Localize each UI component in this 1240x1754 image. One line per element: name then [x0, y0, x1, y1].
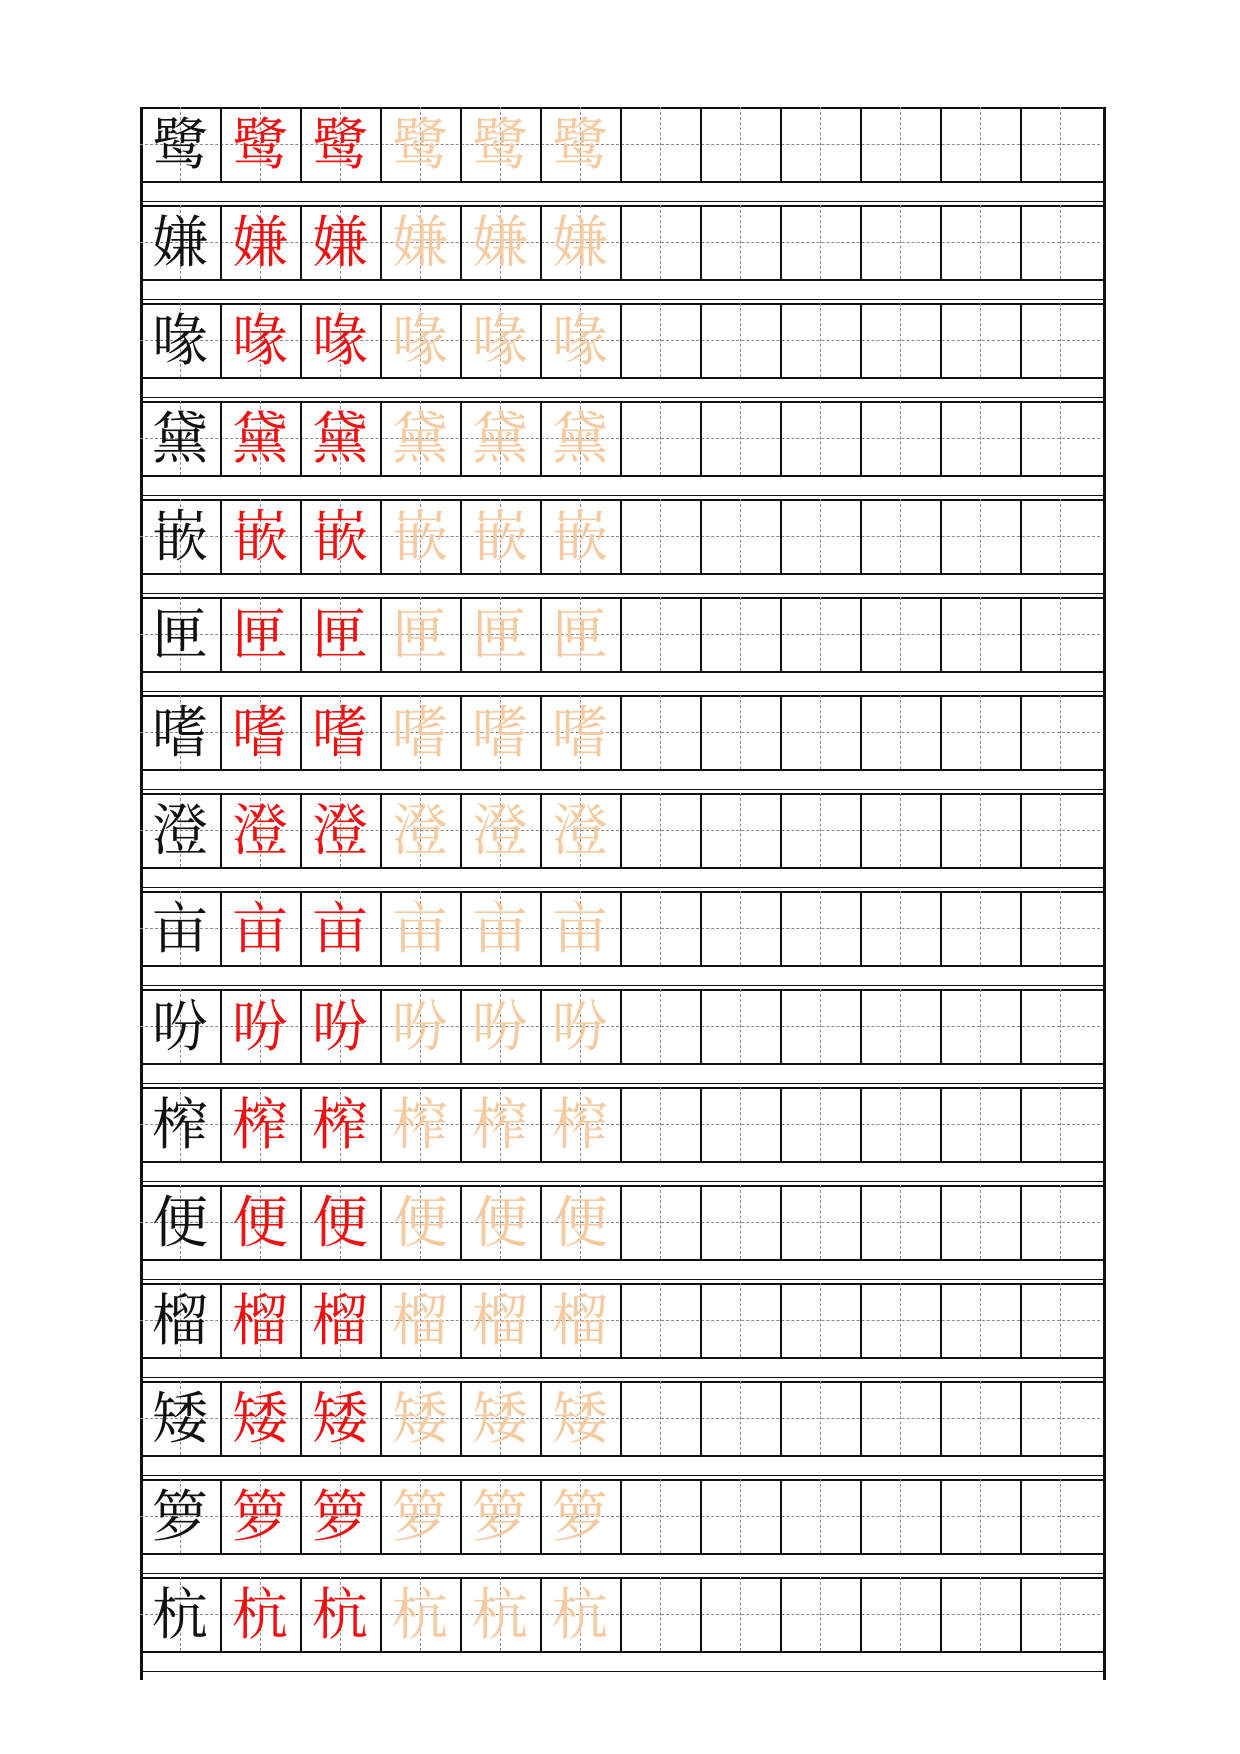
- row-gap-line: [140, 1181, 1106, 1182]
- trace-character: 匣: [472, 603, 528, 668]
- row-gap-line: [140, 1573, 1106, 1574]
- copy-character: 嵌: [232, 505, 288, 570]
- blank-practice-cell[interactable]: [1020, 793, 1100, 867]
- blank-practice-cell[interactable]: [940, 1381, 1020, 1455]
- trace-character: 吩: [472, 995, 528, 1060]
- copy-character: 榴: [312, 1289, 368, 1354]
- row-bottom-line: [140, 1063, 1106, 1065]
- blank-practice-cell[interactable]: [780, 989, 860, 1063]
- blank-practice-cell[interactable]: [940, 597, 1020, 671]
- practice-row: [140, 1577, 1106, 1677]
- blank-practice-cell[interactable]: [780, 891, 860, 965]
- blank-practice-cell[interactable]: [940, 1087, 1020, 1161]
- blank-practice-cell[interactable]: [860, 1479, 940, 1553]
- model-character: 嵌: [152, 505, 208, 570]
- blank-practice-cell[interactable]: [780, 1577, 860, 1651]
- row-bottom-line: [140, 671, 1106, 673]
- row-bottom-line: [140, 475, 1106, 477]
- model-character: 榴: [152, 1289, 208, 1354]
- trace-character: 嗜: [472, 701, 528, 766]
- blank-practice-cell[interactable]: [1020, 1087, 1100, 1161]
- copy-character: 鹭: [312, 113, 368, 178]
- row-bottom-line: [140, 573, 1106, 575]
- blank-practice-cell[interactable]: [1020, 107, 1100, 181]
- model-character: 黛: [152, 407, 208, 472]
- trace-character: 亩: [392, 897, 448, 962]
- row-gap-line: [140, 593, 1106, 594]
- blank-practice-cell[interactable]: [620, 499, 700, 573]
- trace-character: 杭: [472, 1583, 528, 1648]
- copy-character: 亩: [312, 897, 368, 962]
- blank-practice-cell[interactable]: [620, 1479, 700, 1553]
- blank-practice-cell[interactable]: [780, 499, 860, 573]
- practice-row: [140, 499, 1106, 599]
- copy-character: 杭: [232, 1583, 288, 1648]
- trace-character: 吩: [392, 995, 448, 1060]
- copy-character: 矮: [232, 1387, 288, 1452]
- blank-practice-cell[interactable]: [780, 205, 860, 279]
- blank-practice-cell[interactable]: [940, 1577, 1020, 1651]
- trace-character: 便: [552, 1191, 608, 1256]
- blank-practice-cell[interactable]: [860, 1577, 940, 1651]
- trace-character: 嵌: [392, 505, 448, 570]
- blank-practice-cell[interactable]: [620, 891, 700, 965]
- row-gap-line: [140, 397, 1106, 398]
- blank-practice-cell[interactable]: [1020, 401, 1100, 475]
- practice-row: [140, 1087, 1106, 1187]
- trace-character: 嫌: [552, 211, 608, 276]
- blank-practice-cell[interactable]: [700, 107, 780, 181]
- row-bottom-line: [140, 1357, 1106, 1359]
- row-bottom-line: [140, 1259, 1106, 1261]
- trace-character: 便: [392, 1191, 448, 1256]
- model-character: 箩: [152, 1485, 208, 1550]
- copy-character: 箩: [232, 1485, 288, 1550]
- trace-character: 澄: [472, 799, 528, 864]
- model-character: 榨: [152, 1093, 208, 1158]
- practice-row: [140, 107, 1106, 207]
- blank-practice-cell[interactable]: [700, 401, 780, 475]
- blank-practice-cell[interactable]: [940, 499, 1020, 573]
- trace-character: 吩: [552, 995, 608, 1060]
- trace-character: 黛: [392, 407, 448, 472]
- trace-character: 匣: [392, 603, 448, 668]
- copy-character: 亩: [232, 897, 288, 962]
- blank-practice-cell[interactable]: [620, 1283, 700, 1357]
- blank-practice-cell[interactable]: [940, 303, 1020, 377]
- blank-practice-cell[interactable]: [620, 597, 700, 671]
- blank-practice-cell[interactable]: [620, 989, 700, 1063]
- copy-character: 榴: [232, 1289, 288, 1354]
- model-character: 嗜: [152, 701, 208, 766]
- trace-character: 黛: [472, 407, 528, 472]
- copy-character: 便: [232, 1191, 288, 1256]
- model-character: 杭: [152, 1583, 208, 1648]
- row-gap-line: [140, 691, 1106, 692]
- trace-character: 鹭: [552, 113, 608, 178]
- blank-practice-cell[interactable]: [1020, 1479, 1100, 1553]
- trace-character: 澄: [392, 799, 448, 864]
- trace-character: 澄: [552, 799, 608, 864]
- model-character: 澄: [152, 799, 208, 864]
- trace-character: 亩: [472, 897, 528, 962]
- blank-practice-cell[interactable]: [620, 1381, 700, 1455]
- blank-practice-cell[interactable]: [860, 205, 940, 279]
- blank-practice-cell[interactable]: [700, 1479, 780, 1553]
- blank-practice-cell[interactable]: [860, 1283, 940, 1357]
- copy-character: 鹭: [232, 113, 288, 178]
- model-character: 嫌: [152, 211, 208, 276]
- blank-practice-cell[interactable]: [780, 107, 860, 181]
- blank-practice-cell[interactable]: [620, 1577, 700, 1651]
- blank-practice-cell[interactable]: [860, 1381, 940, 1455]
- blank-practice-cell[interactable]: [1020, 1381, 1100, 1455]
- trace-character: 亩: [552, 897, 608, 962]
- blank-practice-cell[interactable]: [780, 1381, 860, 1455]
- trace-character: 杭: [392, 1583, 448, 1648]
- row-gap-line: [140, 985, 1106, 986]
- blank-practice-cell[interactable]: [860, 1087, 940, 1161]
- blank-practice-cell[interactable]: [620, 695, 700, 769]
- model-character: 鹭: [152, 113, 208, 178]
- model-character: 矮: [152, 1387, 208, 1452]
- blank-practice-cell[interactable]: [700, 1087, 780, 1161]
- blank-practice-cell[interactable]: [620, 1185, 700, 1259]
- copy-character: 嵌: [312, 505, 368, 570]
- trace-character: 矮: [392, 1387, 448, 1452]
- blank-practice-cell[interactable]: [780, 1087, 860, 1161]
- row-gap-line: [140, 1377, 1106, 1378]
- trace-character: 黛: [552, 407, 608, 472]
- row-gap-line: [140, 299, 1106, 300]
- blank-practice-cell[interactable]: [1020, 303, 1100, 377]
- row-bottom-line: [140, 965, 1106, 967]
- copy-character: 嗜: [232, 701, 288, 766]
- trace-character: 榨: [392, 1093, 448, 1158]
- blank-practice-cell[interactable]: [700, 989, 780, 1063]
- blank-practice-cell[interactable]: [860, 1185, 940, 1259]
- model-character: 喙: [152, 309, 208, 374]
- trace-character: 嗜: [392, 701, 448, 766]
- row-gap-line: [140, 1279, 1106, 1280]
- practice-row: [140, 303, 1106, 403]
- copy-character: 吩: [312, 995, 368, 1060]
- blank-practice-cell[interactable]: [780, 793, 860, 867]
- practice-row: [140, 793, 1106, 893]
- blank-practice-cell[interactable]: [700, 695, 780, 769]
- blank-practice-cell[interactable]: [940, 793, 1020, 867]
- copy-character: 矮: [312, 1387, 368, 1452]
- practice-row: [140, 1479, 1106, 1579]
- practice-sheet: [140, 107, 1106, 1680]
- blank-practice-cell[interactable]: [940, 1283, 1020, 1357]
- blank-practice-cell[interactable]: [700, 891, 780, 965]
- copy-character: 喙: [312, 309, 368, 374]
- blank-practice-cell[interactable]: [780, 597, 860, 671]
- blank-practice-cell[interactable]: [1020, 989, 1100, 1063]
- trace-character: 匣: [552, 603, 608, 668]
- blank-practice-cell[interactable]: [940, 205, 1020, 279]
- blank-practice-cell[interactable]: [940, 1185, 1020, 1259]
- trace-character: 嵌: [552, 505, 608, 570]
- practice-row: [140, 205, 1106, 305]
- row-gap-line: [140, 887, 1106, 888]
- blank-practice-cell[interactable]: [700, 1381, 780, 1455]
- practice-row: [140, 1381, 1106, 1481]
- blank-practice-cell[interactable]: [620, 107, 700, 181]
- blank-practice-cell[interactable]: [780, 401, 860, 475]
- practice-row: [140, 597, 1106, 697]
- blank-practice-cell[interactable]: [700, 597, 780, 671]
- model-character: 便: [152, 1191, 208, 1256]
- row-gap-line: [140, 1671, 1106, 1672]
- trace-character: 矮: [472, 1387, 528, 1452]
- blank-practice-cell[interactable]: [940, 1479, 1020, 1553]
- blank-practice-cell[interactable]: [940, 401, 1020, 475]
- blank-practice-cell[interactable]: [940, 989, 1020, 1063]
- trace-character: 箩: [552, 1485, 608, 1550]
- practice-row: [140, 401, 1106, 501]
- row-bottom-line: [140, 377, 1106, 379]
- copy-character: 喙: [232, 309, 288, 374]
- copy-character: 嫌: [232, 211, 288, 276]
- blank-practice-cell[interactable]: [780, 1283, 860, 1357]
- blank-practice-cell[interactable]: [860, 793, 940, 867]
- row-gap-line: [140, 1475, 1106, 1476]
- copy-character: 黛: [232, 407, 288, 472]
- trace-character: 鹭: [392, 113, 448, 178]
- blank-practice-cell[interactable]: [780, 1479, 860, 1553]
- trace-character: 箩: [472, 1485, 528, 1550]
- copy-character: 榨: [312, 1093, 368, 1158]
- copy-character: 箩: [312, 1485, 368, 1550]
- blank-practice-cell[interactable]: [1020, 597, 1100, 671]
- row-gap-line: [140, 495, 1106, 496]
- trace-character: 喙: [472, 309, 528, 374]
- copy-character: 黛: [312, 407, 368, 472]
- blank-practice-cell[interactable]: [940, 695, 1020, 769]
- row-gap-line: [140, 1083, 1106, 1084]
- blank-practice-cell[interactable]: [620, 793, 700, 867]
- copy-character: 澄: [232, 799, 288, 864]
- copy-character: 榨: [232, 1093, 288, 1158]
- row-gap-line: [140, 201, 1106, 202]
- copy-character: 嗜: [312, 701, 368, 766]
- trace-character: 榴: [552, 1289, 608, 1354]
- trace-character: 便: [472, 1191, 528, 1256]
- row-bottom-line: [140, 769, 1106, 771]
- blank-practice-cell[interactable]: [1020, 891, 1100, 965]
- copy-character: 嫌: [312, 211, 368, 276]
- trace-character: 喙: [392, 309, 448, 374]
- trace-character: 嵌: [472, 505, 528, 570]
- blank-practice-cell[interactable]: [620, 1087, 700, 1161]
- practice-row: [140, 989, 1106, 1089]
- trace-character: 榴: [472, 1289, 528, 1354]
- trace-character: 嫌: [392, 211, 448, 276]
- blank-practice-cell[interactable]: [700, 303, 780, 377]
- blank-practice-cell[interactable]: [700, 793, 780, 867]
- trace-character: 榴: [392, 1289, 448, 1354]
- blank-practice-cell[interactable]: [860, 597, 940, 671]
- row-bottom-line: [140, 1455, 1106, 1457]
- blank-practice-cell[interactable]: [1020, 1185, 1100, 1259]
- trace-character: 嫌: [472, 211, 528, 276]
- blank-practice-cell[interactable]: [860, 107, 940, 181]
- practice-row: [140, 1283, 1106, 1383]
- trace-character: 鹭: [472, 113, 528, 178]
- row-bottom-line: [140, 181, 1106, 183]
- blank-practice-cell[interactable]: [940, 107, 1020, 181]
- practice-row: [140, 1185, 1106, 1285]
- blank-practice-cell[interactable]: [860, 303, 940, 377]
- blank-practice-cell[interactable]: [860, 401, 940, 475]
- blank-practice-cell[interactable]: [1020, 1283, 1100, 1357]
- blank-practice-cell[interactable]: [940, 891, 1020, 965]
- row-bottom-line: [140, 1553, 1106, 1555]
- copy-character: 杭: [312, 1583, 368, 1648]
- blank-practice-cell[interactable]: [1020, 205, 1100, 279]
- blank-practice-cell[interactable]: [620, 401, 700, 475]
- row-bottom-line: [140, 1161, 1106, 1163]
- model-character: 吩: [152, 995, 208, 1060]
- model-character: 亩: [152, 897, 208, 962]
- blank-practice-cell[interactable]: [780, 695, 860, 769]
- trace-character: 箩: [392, 1485, 448, 1550]
- blank-practice-cell[interactable]: [860, 499, 940, 573]
- trace-character: 喙: [552, 309, 608, 374]
- trace-character: 榨: [552, 1093, 608, 1158]
- trace-character: 榨: [472, 1093, 528, 1158]
- trace-character: 嗜: [552, 701, 608, 766]
- model-character: 匣: [152, 603, 208, 668]
- blank-practice-cell[interactable]: [700, 1283, 780, 1357]
- blank-practice-cell[interactable]: [700, 1185, 780, 1259]
- blank-practice-cell[interactable]: [620, 205, 700, 279]
- row-bottom-line: [140, 279, 1106, 281]
- blank-practice-cell[interactable]: [860, 891, 940, 965]
- copy-character: 吩: [232, 995, 288, 1060]
- blank-practice-cell[interactable]: [700, 499, 780, 573]
- copy-character: 澄: [312, 799, 368, 864]
- practice-row: [140, 695, 1106, 795]
- row-gap-line: [140, 789, 1106, 790]
- row-bottom-line: [140, 867, 1106, 869]
- blank-practice-cell[interactable]: [700, 205, 780, 279]
- copy-character: 匣: [232, 603, 288, 668]
- blank-practice-cell[interactable]: [780, 1185, 860, 1259]
- blank-practice-cell[interactable]: [1020, 695, 1100, 769]
- blank-practice-cell[interactable]: [860, 989, 940, 1063]
- practice-row: [140, 891, 1106, 991]
- blank-practice-cell[interactable]: [1020, 499, 1100, 573]
- trace-character: 杭: [552, 1583, 608, 1648]
- copy-character: 便: [312, 1191, 368, 1256]
- row-bottom-line: [140, 1651, 1106, 1653]
- trace-character: 矮: [552, 1387, 608, 1452]
- blank-practice-cell[interactable]: [860, 695, 940, 769]
- blank-practice-cell[interactable]: [620, 303, 700, 377]
- blank-practice-cell[interactable]: [700, 1577, 780, 1651]
- copy-character: 匣: [312, 603, 368, 668]
- blank-practice-cell[interactable]: [1020, 1577, 1100, 1651]
- blank-practice-cell[interactable]: [780, 303, 860, 377]
